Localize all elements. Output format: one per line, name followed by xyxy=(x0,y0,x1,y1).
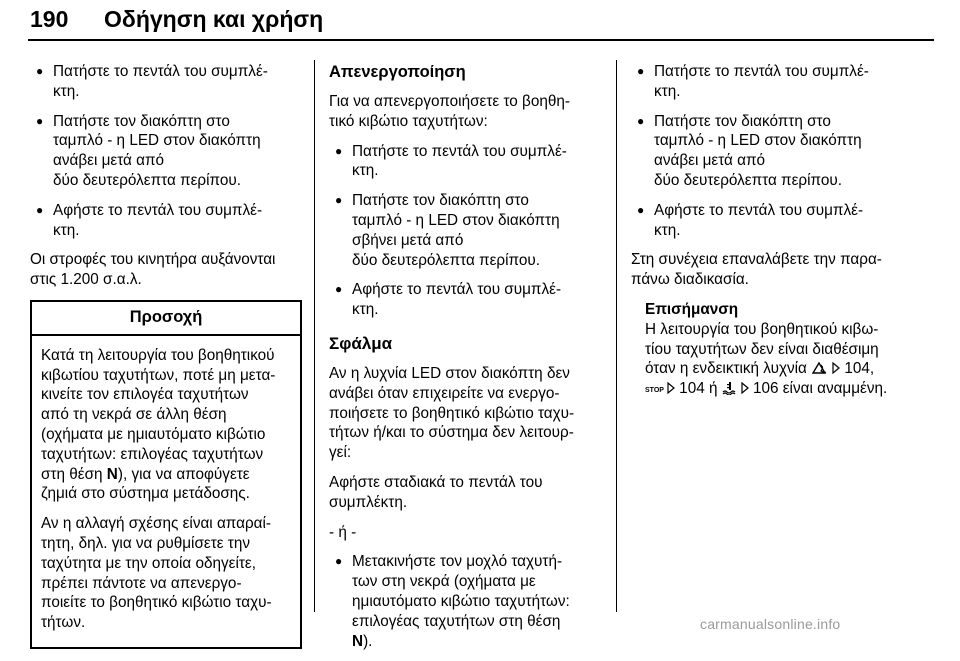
list-item: ● Πατήστε το πεντάλ του συμπλέ- κτη. xyxy=(30,62,302,102)
list-item: ● Πατήστε τον διακόπτη στο ταμπλό - η LED στον διακόπτη ανάβει μετά από δύο δευτερόλεπτα περίπου. xyxy=(631,112,903,191)
deactivation-steps xyxy=(329,142,601,320)
release-text: Αφήστε σταδιακά το πεντάλ του συμπλέκτη. xyxy=(329,473,543,511)
warning-body xyxy=(32,336,300,647)
list-item: ● Αφήστε το πεντάλ του συμπλέ- κτη. xyxy=(631,201,903,241)
move-text: Μετακινήστε τον μοχλό ταχυτή- των στη νεκρά (οχήματα με ημιαυτόματο κιβώτιο ταχυτήτων: επιλογέας ταχυτήτων στη θέση xyxy=(352,553,570,630)
column-1 xyxy=(30,62,302,649)
gear-n-label: N xyxy=(106,465,118,483)
warning-paragraph-2: Αν η αλλαγή σχέσης είναι απαραί- τητη, δηλ. για να ρυθμίσετε την ταχύτητα με την οποία οδηγείτε, πρέπει πάντοτε να απενεργο- ποιείτε το βοηθητικό κιβώτιο ταχυ- τήτων. xyxy=(41,515,272,632)
header-rule xyxy=(28,39,934,41)
note-title: Επισήμανση xyxy=(645,300,739,318)
page-ref-arrow-icon xyxy=(741,382,749,394)
deactivation-heading: Απενεργοποίηση xyxy=(329,63,466,81)
reactivation-steps xyxy=(631,62,903,240)
move-text-end: ). xyxy=(363,632,373,650)
fault-heading: Σφάλμα xyxy=(329,333,393,353)
page-ref-arrow-icon xyxy=(832,362,840,374)
gear-n-label: N xyxy=(352,632,364,650)
page-number: 190 xyxy=(30,6,69,32)
list-item: ● Πατήστε τον διακόπτη στο ταμπλό - η LED στον διακόπτη σβήνει μετά από δύο δευτερόλεπτα περίπου. xyxy=(329,191,601,270)
note-block xyxy=(631,300,903,401)
note-ref: 106 είναι αναμμένη. xyxy=(748,380,888,398)
coolant-temp-icon xyxy=(722,381,738,395)
deactivation-intro: Για να απενεργοποιήσετε το βοηθη- τικό κιβώτιο ταχυτήτων: xyxy=(329,93,570,130)
warning-text: Κατά τη λειτουργία του βοηθητικού κιβωτίου ταχυτήτων, ποτέ μη μετα- κινείτε τον επιλογέα ταχυτήτων από τη νεκρά σε άλλη θέση (οχήματα με ημιαυτόματο κιβώτιο ταχυτήτων: επιλογέας ταχυτήτων στη θέση xyxy=(41,346,276,483)
list-item: ● Αφήστε το πεντάλ του συμπλέ- κτη. xyxy=(30,201,302,241)
watermark: carmanualsonline.info xyxy=(700,616,841,632)
warning-title: Προσοχή xyxy=(32,302,300,336)
list-item: ● Πατήστε το πεντάλ του συμπλέ- κτη. xyxy=(329,142,601,182)
list-item xyxy=(329,552,601,651)
page-header xyxy=(0,0,960,60)
note-ref: 104 ή xyxy=(674,380,722,398)
warning-paragraph-1 xyxy=(41,346,291,504)
warning-text-end: ), για να αποφύγετε ζημιά στο σύστημα μετάδοσης. xyxy=(41,465,250,503)
column-3 xyxy=(631,62,903,411)
note-line: Η λειτουργία του βοηθητικού κιβω- τίου ταχυτήτων δεν είναι διαθέσιμη όταν η ενδεικτική λυχνία xyxy=(645,320,879,378)
fault-steps xyxy=(329,552,601,651)
list-item: ● Πατήστε τον διακόπτη στο ταμπλό - η LED στον διακόπτη ανάβει μετά από δύο δευτερόλεπτα περίπου. xyxy=(30,112,302,191)
column-divider-2 xyxy=(616,60,617,612)
note-text xyxy=(645,320,903,401)
or-text: - ή - xyxy=(329,523,357,541)
page-ref-arrow-icon xyxy=(667,382,675,394)
note-ref: 104, xyxy=(840,360,875,378)
rpm-text: Οι στροφές του κινητήρα αυξάνονται στις 1.200 σ.α.λ. xyxy=(30,251,276,289)
repeat-text: Στη συνέχεια επαναλάβετε την παρα- πάνω διαδικασία. xyxy=(631,251,882,289)
list-item: ● Αφήστε το πεντάλ του συμπλέ- κτη. xyxy=(329,280,601,320)
column-2 xyxy=(329,62,601,661)
activation-steps xyxy=(30,62,302,240)
traction-warning-icon xyxy=(811,361,829,375)
page-title: Οδήγηση και χρήση xyxy=(104,6,324,32)
fault-text: Αν η λυχνία LED στον διακόπτη δεν ανάβει όταν επιχειρείτε να ενεργο- ποιήσετε το βοηθητικό κιβώτιο ταχυ- τήτων ή/και το σύστημα δεν λειτουρ- γεί: xyxy=(329,364,575,462)
list-item: ● Πατήστε το πεντάλ του συμπλέ- κτη. xyxy=(631,62,903,102)
warning-box xyxy=(30,300,302,649)
column-divider-1 xyxy=(314,60,315,612)
stop-start-icon: STOP xyxy=(645,387,664,395)
